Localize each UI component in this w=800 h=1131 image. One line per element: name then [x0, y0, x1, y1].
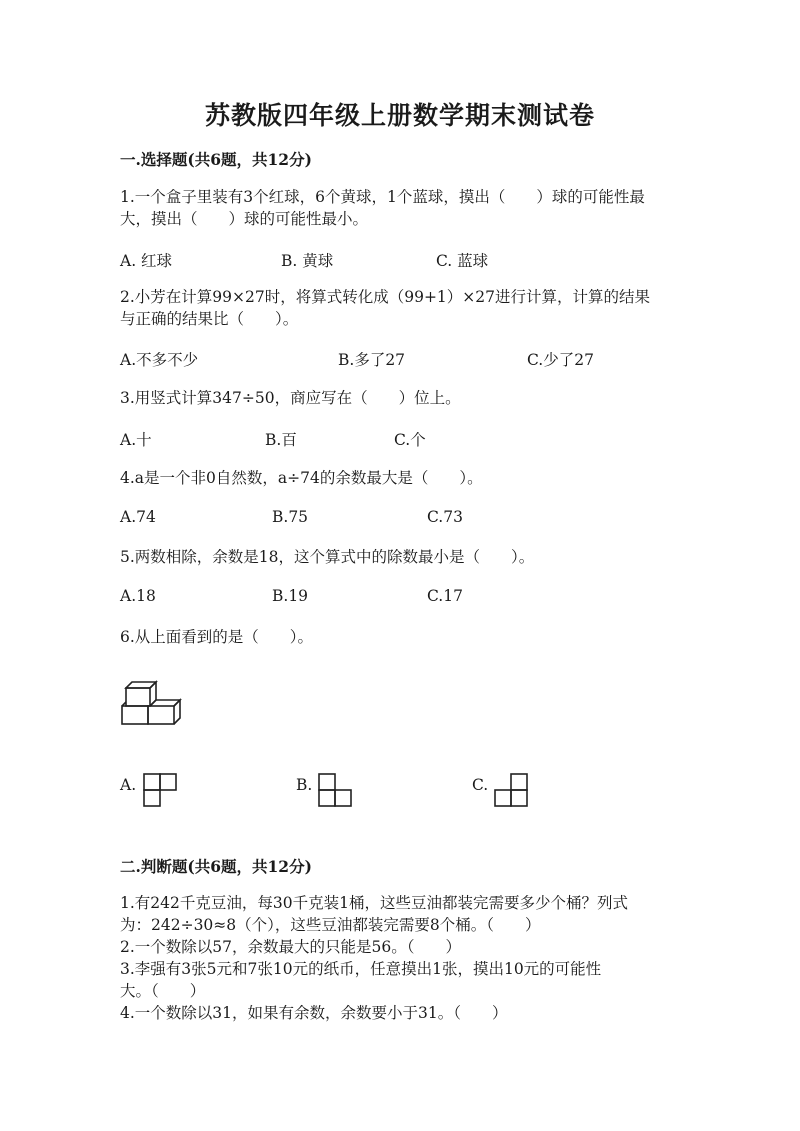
question-2-option-a[interactable]: A.不多不少: [120, 351, 199, 369]
question-6-option-b[interactable]: B.: [296, 776, 313, 794]
question-2-option-c[interactable]: C.少了27: [527, 351, 594, 369]
question-5-option-b[interactable]: B.19: [272, 587, 309, 605]
top-view-option-a-figure[interactable]: [143, 773, 177, 807]
question-3-option-b[interactable]: B.百: [265, 431, 297, 449]
judgement-3-line-1: 3.李强有3张5元和7张10元的纸币，任意摸出1张，摸出10元的可能性: [120, 960, 602, 978]
section-heading-choice: 一.选择题(共6题，共12分): [120, 150, 312, 169]
question-2-line-2: 与正确的结果比（ ）。: [120, 310, 299, 328]
judgement-1-line-2: 为：242÷30≈8（个），这些豆油都装完需要8个桶。（ ）: [120, 916, 541, 934]
question-1-option-a[interactable]: A. 红球: [120, 252, 173, 270]
top-view-option-b-figure[interactable]: [318, 773, 352, 807]
question-1-line-2: 大，摸出（ ）球的可能性最小。: [120, 210, 369, 228]
question-5-option-a[interactable]: A.18: [120, 587, 156, 605]
question-1-line-1: 1.一个盒子里装有3个红球，6个黄球，1个蓝球，摸出（ ）球的可能性最: [120, 188, 645, 206]
question-5-option-c[interactable]: C.17: [427, 587, 463, 605]
question-5-line-1: 5.两数相除，余数是18，这个算式中的除数最小是（ ）。: [120, 548, 535, 566]
question-4-line-1: 4.a是一个非0自然数，a÷74的余数最大是（ ）。: [120, 469, 483, 487]
question-1-option-c[interactable]: C. 蓝球: [436, 252, 489, 270]
question-2-option-b[interactable]: B.多了27: [338, 351, 406, 369]
question-4-option-b[interactable]: B.75: [272, 508, 309, 526]
page-title: 苏教版四年级上册数学期末测试卷: [204, 101, 595, 130]
question-3-line-1: 3.用竖式计算347÷50，商应写在（ ）位上。: [120, 389, 461, 407]
judgement-4-line-1: 4.一个数除以31，如果有余数，余数要小于31。（ ）: [120, 1004, 508, 1022]
top-view-option-c-figure[interactable]: [494, 773, 528, 807]
question-4-option-c[interactable]: C.73: [427, 508, 463, 526]
question-6-option-c[interactable]: C.: [472, 776, 489, 794]
judgement-2-line-1: 2.一个数除以57，余数最大的只能是56。（ ）: [120, 938, 461, 956]
question-4-option-a[interactable]: A.74: [120, 508, 156, 526]
question-3-option-c[interactable]: C.个: [394, 431, 426, 449]
judgement-1-line-1: 1.有242千克豆油，每30千克装1桶，这些豆油都装完需要多少个桶？列式: [120, 894, 628, 912]
question-6-option-a[interactable]: A.: [120, 776, 137, 794]
cube-stack-figure: [118, 680, 182, 726]
judgement-3-line-2: 大。（ ）: [120, 982, 206, 1000]
question-6-line-1: 6.从上面看到的是（ ）。: [120, 628, 314, 646]
section-heading-judgement: 二.判断题(共6题，共12分): [120, 857, 312, 876]
question-3-option-a[interactable]: A.十: [120, 431, 152, 449]
question-1-option-b[interactable]: B. 黄球: [281, 252, 334, 270]
question-2-line-1: 2.小芳在计算99×27时，将算式转化成（99+1）×27进行计算，计算的结果: [120, 288, 651, 306]
